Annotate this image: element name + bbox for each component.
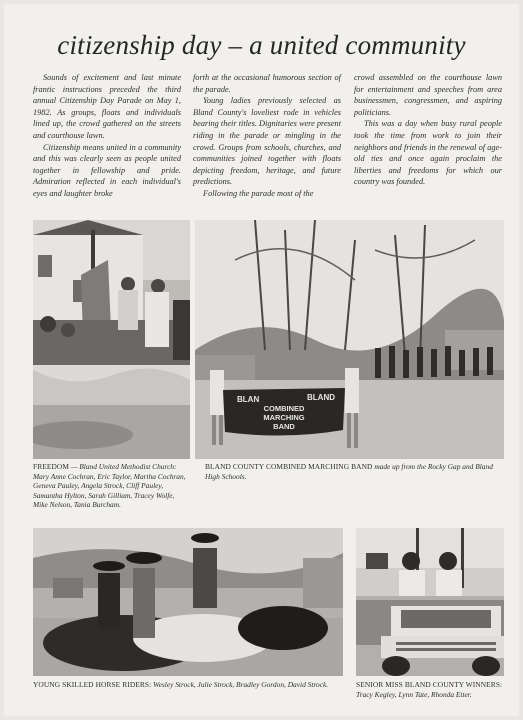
miss-bland-county-caption-lead: SENIOR MISS BLAND COUNTY WINNERS: <box>356 680 503 689</box>
article-paragraph: Citizenship means united in a community and this was clearly seen as people united together in fellowship and pride. Admiration reflected in each individual's eyes and laughter broke <box>33 142 181 198</box>
article-paragraph: This was a day when busy rural people took the time from work to join their neighbors and friends in the renewal of age-old ties and once again proclaim the liberties and freedoms for which our country was founded. <box>354 119 502 187</box>
banner-line-1: COMBINED <box>263 404 305 413</box>
freedom-caption-text: — Bland United Methodist Church: Mary Anne Cochran, Eric Taylor, Martha Cochran, Geneva Pauley, Angela Strock, Cliff Pauley, Samantha Hylton, Sarah Gilliam, Tracey Wolfe, Mike Nelson, Tania Burcham. <box>33 462 186 510</box>
banner-line-3: BAND <box>273 422 295 431</box>
marching-band-photo-image <box>195 220 504 459</box>
band-caption-lead: BLAND COUNTY COMBINED MARCHING BAND <box>205 462 373 471</box>
article-paragraph: Young ladies previously selected as Bland County's loveliest rode in vehicles bearing their titles. Dignitaries were present riding in the parade or mingling in the crowd. Groups from schools, churches, and communities joined together with floats depicting freedom, heritage, and future predictions. <box>193 96 341 187</box>
article-paragraph: Sounds of excitement and last minute frantic instructions preceded the third annual Citizenship Day Parade on May 1, 1982. As groups, floats and individuals lined up, the crowd gathered on the streets and courthouse lawn. <box>33 73 181 140</box>
horse-riders-caption-lead: YOUNG SKILLED HORSE RIDERS: <box>33 680 152 689</box>
horse-riders-photo-image <box>33 528 343 676</box>
horse-riders-caption <box>33 680 343 690</box>
miss-bland-county-photo-image <box>356 528 504 676</box>
banner-text-right: BLAND <box>307 393 335 402</box>
horse-riders-photo <box>33 528 343 676</box>
banner-line-2: MARCHING <box>263 413 305 422</box>
band-caption <box>205 462 504 481</box>
horse-riders-caption-text: Wesley Strock, Julie Strock, Bradley Gordon, David Strock. <box>151 680 329 689</box>
freedom-caption <box>33 462 190 510</box>
miss-bland-county-caption <box>356 680 506 699</box>
freedom-caption-lead: FREEDOM <box>33 462 70 471</box>
page-headline: citizenship day – a united community <box>57 30 466 60</box>
band-caption-text: made up from the Rocky Gap and Bland High Schools. <box>205 462 493 481</box>
article-column-1 <box>33 72 181 200</box>
article-paragraph: Following the parade most of the <box>203 188 314 198</box>
article-paragraph: crowd assembled on the courthouse lawn for entertainment and speeches from area businessmen, congressmen, and aspiring politicians. <box>354 73 502 117</box>
article-column-3 <box>354 72 502 188</box>
float-photo <box>33 220 190 459</box>
miss-bland-county-photo <box>356 528 504 676</box>
miss-bland-county-caption-text: Tracy Kegley, Lynn Tate, Rhonda Etter. <box>356 689 472 699</box>
article-paragraph: forth at the occasional humorous section of the parade. <box>193 73 341 94</box>
banner-text-left: BLAN <box>237 395 260 404</box>
float-photo-image <box>33 220 190 459</box>
marching-band-photo <box>195 220 504 459</box>
article-column-2 <box>193 72 341 200</box>
